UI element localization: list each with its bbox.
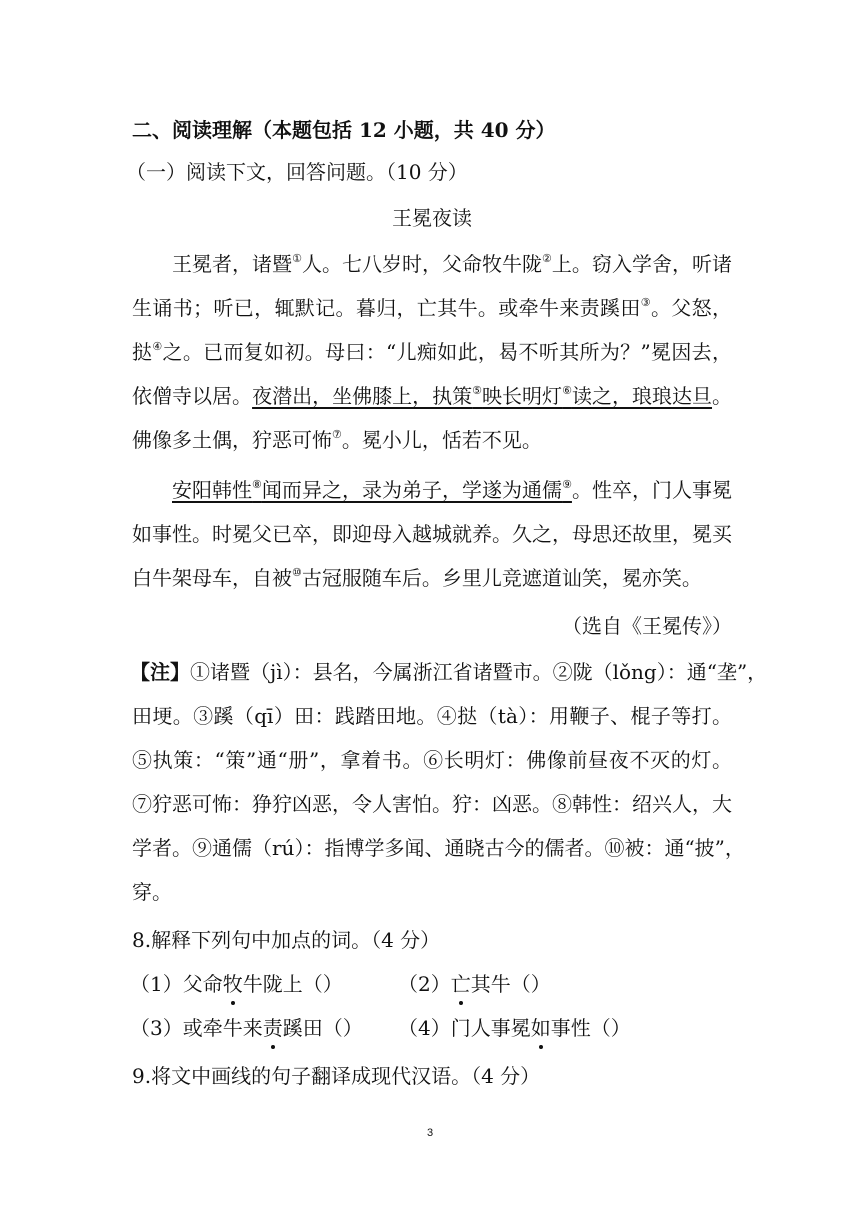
footnote-ref-3: ③ bbox=[640, 296, 651, 309]
notes-line4: ⑦狞恶可怖：狰狞凶恶，令人害怕。狞：凶恶。⑧韩性：绍兴人，大 bbox=[132, 792, 732, 816]
notes-label: 【注】 bbox=[130, 660, 190, 684]
question-8-item-4: （4）门人事冕如事性（） bbox=[398, 1016, 631, 1040]
footnote-ref-4: ④ bbox=[152, 340, 163, 353]
footnote-ref-10: ⑩ bbox=[292, 566, 302, 579]
underlined-sentence-2: 安阳韩性⑧闻而异之，录为弟子，学遂为通儒⑨ bbox=[172, 478, 572, 502]
notes-line1: 【注】①诸暨（jì）：县名，今属浙江省诸暨市。②陇（lǒng）：通“垄”， bbox=[130, 660, 768, 684]
passage-p1-line4: 依僧寺以居。夜潜出，坐佛膝上，执策⑤映长明灯⑥读之，琅琅达旦。 bbox=[132, 384, 733, 408]
notes-line6: 穿。 bbox=[132, 880, 172, 904]
footnote-ref-2: ② bbox=[542, 252, 552, 265]
notes-line2: 田埂。③蹊（qī）田：践踏田地。④挞（tà）：用鞭子、棍子等打。 bbox=[132, 704, 732, 728]
question-8-item-2: （2）亡其牛（） bbox=[398, 972, 551, 996]
notes-line3: ⑤执策：“策”通“册”，拿着书。⑥长明灯：佛像前昼夜不灭的灯。 bbox=[132, 748, 732, 772]
question-8-item-3: （3）或牵牛来责蹊田（） bbox=[130, 1016, 363, 1040]
dotted-word: 责 bbox=[262, 1016, 283, 1040]
dotted-word: 亡 bbox=[450, 972, 471, 996]
dotted-word: 如 bbox=[530, 1016, 551, 1040]
footnote-ref-7: ⑦ bbox=[332, 428, 342, 441]
question-8-row1 bbox=[130, 970, 730, 998]
page-number: 3 bbox=[426, 1127, 434, 1139]
passage-p2-line1: 安阳韩性⑧闻而异之，录为弟子，学遂为通儒⑨。性卒，门人事冕 bbox=[172, 478, 732, 502]
passage-p2-line3: 白牛架母车，自被⑩古冠服随车后。乡里儿竞遮道讪笑，冕亦笑。 bbox=[132, 566, 702, 590]
passage-source: （选自《王冕传》） bbox=[562, 614, 732, 638]
notes-line5: 学者。⑨通儒（rú）：指博学多闻、通晓古今的儒者。⑩被：通“披”， bbox=[132, 836, 745, 860]
passage-p2-line2: 如事性。时冕父已卒，即迎母入越城就养。久之，母思还故里，冕买 bbox=[132, 522, 732, 546]
question-8-prompt: 8.解释下列句中加点的词。（4 分） bbox=[132, 928, 441, 952]
underlined-sentence-1: 夜潜出，坐佛膝上，执策⑤映长明灯⑥读之，琅琅达旦 bbox=[252, 384, 713, 408]
dotted-word: 牧 bbox=[222, 972, 243, 996]
part-heading: （一）阅读下文，回答问题。（10 分） bbox=[126, 160, 468, 184]
passage-p1-line2: 生诵书；听已，辄默记。暮归，亡其牛。或牵牛来责蹊田③。父怒， bbox=[132, 296, 733, 320]
passage-p1-line1: 王冕者，诸暨①人。七八岁时，父命牧牛陇②上。窃入学舍，听诸 bbox=[172, 252, 732, 276]
passage-title: 王冕夜读 bbox=[392, 206, 472, 230]
footnote-ref-1: ① bbox=[292, 252, 302, 265]
question-8-item-1: （1）父命牧牛陇上（） bbox=[130, 972, 343, 996]
question-8-row2 bbox=[130, 1014, 730, 1042]
section-heading: 二、阅读理解（本题包括 12 小题，共 40 分） bbox=[132, 118, 556, 142]
question-9-prompt: 9.将文中画线的句子翻译成现代汉语。（4 分） bbox=[132, 1064, 541, 1088]
passage-p1-line3: 挞④之。已而复如初。母曰：“儿痴如此，曷不听其所为？”冕因去， bbox=[132, 340, 732, 364]
passage-p1-line5: 佛像多土偶，狞恶可怖⑦。冕小儿，恬若不见。 bbox=[132, 428, 542, 452]
